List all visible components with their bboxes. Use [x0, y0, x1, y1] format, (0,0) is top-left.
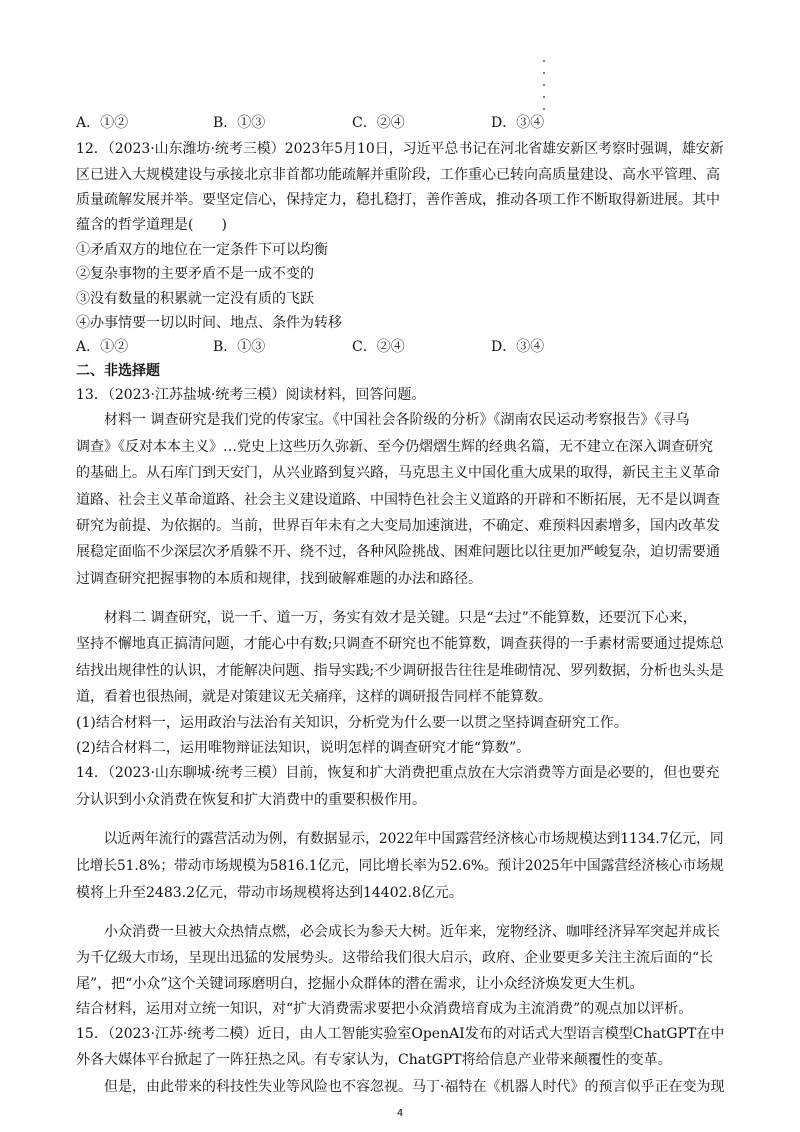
- q12-choice-2: ②复杂事物的主要矛盾不是一成不变的: [76, 266, 314, 282]
- page-number: 4: [396, 1108, 404, 1119]
- q14-intro-line: 14．（2023·山东聊城·统考三模）目前，恢复和扩大消费把重点放在大宗消费等方面是必要的，但也要充: [76, 765, 720, 781]
- q12-option-c: C．②④: [352, 339, 405, 355]
- q12-line: 蕴含的哲学道理是( ): [76, 217, 227, 233]
- q13-material2-line: 坚持不懈地真正搞清问题，才能心中有数;只调查不研究也不能算数，调查获得的一手素材需要通过提炼总: [76, 636, 724, 652]
- q14-intro-line: 分认识到小众消费在恢复和扩大消费中的重要积极作用。: [76, 792, 426, 808]
- q14-para2-line: 为千亿级大市场，呈现出迅猛的发展势头。这带给我们很大启示，政府、企业要更多关注主流后面的“长: [76, 950, 714, 966]
- q13-question-1: (1)结合材料一，运用政治与法治有关知识，分析党为什么要一以贯之坚持调查研究工作。: [76, 715, 628, 731]
- q13-intro: 13．（2023·江苏盐城·统考三模）阅读材料，回答问题。: [76, 387, 426, 403]
- q12-option-a: A．①②: [76, 339, 129, 355]
- q14-para2-line: 小众消费一旦被大众热情点燃，必会成长为参天大树。近年来，宠物经济、咖啡经济异军突起并成长: [76, 924, 720, 940]
- q12-choice-3: ③没有数量的积累就一定没有质的飞跃: [76, 291, 314, 307]
- q14-question: 结合材料，运用对立统一知识，对“扩大消费需求要把小众消费培育成为主流消费”的观点加以评析。: [76, 1001, 693, 1017]
- q13-material2-line: 材料二 调查研究，说一千、道一万，务实有效才是关键。只是“去过”不能算数，还要沉下心来，: [76, 610, 697, 626]
- q13-material1-line: 材料一 调查研究是我们党的传家宝。《中国社会各阶级的分析》《湖南农民运动考察报告》《寻乌: [76, 412, 690, 428]
- q14-para1-line: 以近两年流行的露营活动为例，有数据显示，2022年中国露营经济核心市场规模达到1134.7亿元，同: [76, 831, 724, 847]
- q13-material1-line: 展稳定面临不少深层次矛盾躲不开、绕不过，各种风险挑战、困难问题比以往更加严峻复杂，迫切需要通: [76, 544, 720, 560]
- q12-line: 质量疏解发展并举。要坚定信心，保持定力，稳扎稳打，善作善成，推动各项工作不断取得新进展。其中: [76, 192, 720, 208]
- q11-option-c: C．②④: [352, 115, 405, 131]
- q13-material1-line: 过调查研究把握事物的本质和规律，找到破解难题的办法和路径。: [76, 571, 482, 587]
- q15-line: 但是，由此带来的科技性失业等风险也不容忽视。马丁·福特在《机器人时代》的预言似乎正在变为现: [76, 1079, 725, 1095]
- q12-line: 区已进入大规模建设与承接北京非首都功能疏解并重阶段，工作重心已转向高质量建设、高水平管理、高: [76, 167, 720, 183]
- q12-option-d: D．③④: [491, 339, 545, 355]
- q11-option-d: D．③④: [491, 115, 545, 131]
- q13-material1-line: 调查》《反对本本主义》…党史上这些历久弥新、至今仍熠熠生辉的经典名篇，无不建立在深入调查研究: [76, 439, 713, 455]
- q15-line: 15．（2023·江苏·统考二模）近日，由人工智能实验室OpenAI发布的对话式大型语言模型ChatGPT在中: [76, 1026, 725, 1042]
- q13-material1-line: 的基础上。从石库门到天安门，从兴业路到复兴路，马克思主义中国化重大成果的取得，新民主主义革命: [76, 465, 720, 481]
- q13-material1-line: 道路、社会主义革命道路、社会主义建设道路、中国特色社会主义道路的开辟和不断拓展，无不是以调查: [76, 492, 720, 508]
- q12-option-b: B．①③: [213, 339, 266, 355]
- q11-option-b: B．①③: [213, 115, 266, 131]
- q12-choice-1: ①矛盾双方的地位在一定条件下可以均衡: [76, 242, 328, 258]
- q14-para1-line: 比增长51.8%；带动市场规模为5816.1亿元，同比增长率为52.6%。预计2025年中国露营经济核心市场规: [76, 858, 724, 874]
- q12-choice-4: ④办事情要一切以时间、地点、条件为转移: [76, 315, 342, 331]
- q13-question-2: (2)结合材料二，运用唯物辩证法知识，说明怎样的调查研究才能“算数”。: [76, 740, 531, 756]
- q13-material2-line: 道，看着也很热闹，就是对策建议无关痛痒，这样的调研报告同样不能算数。: [76, 689, 552, 705]
- q13-material2-line: 结找出规律性的认识，才能解决问题、指导实践;不少调研报告往往是堆砌情况、罗列数据，分析也头头是: [76, 663, 724, 679]
- q15-line: 外各大媒体平台掀起了一阵狂热之风。有专家认为，ChatGPT将给信息产业带来颠覆性的变革。: [76, 1052, 672, 1068]
- q11-option-a: A．①②: [76, 115, 129, 131]
- section-heading: 二、非选择题: [76, 363, 160, 379]
- q13-material1-line: 研究为前提、为依据的。当前，世界百年未有之大变局加速演进，不确定、难预料因素增多，国内改革发: [76, 518, 720, 534]
- decorative-dots: [541, 60, 547, 112]
- q12-line: 12．（2023·山东潍坊·统考三模）2023年5月10日，习近平总书记在河北省雄安新区考察时强调，雄安新: [76, 141, 724, 157]
- q14-para1-line: 模将上升至2483.2亿元，带动市场规模将达到14402.8亿元。: [76, 885, 463, 901]
- q14-para2-line: 尾”，把“小众”这个关键词琢磨明白，挖掘小众群体的潜在需求，让小众经济焕发更大生机。: [76, 976, 644, 992]
